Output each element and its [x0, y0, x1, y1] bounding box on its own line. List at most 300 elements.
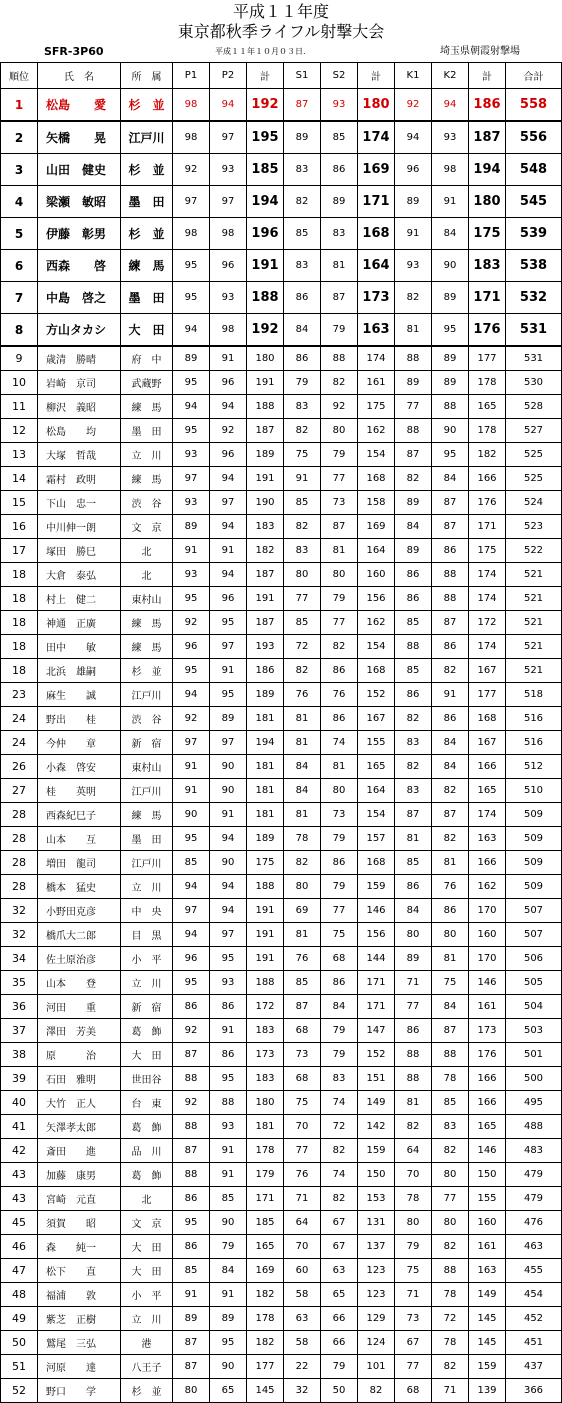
cell-s1: 70	[284, 1115, 321, 1139]
table-row	[1, 875, 562, 899]
cell-name: 野口 学	[38, 1379, 121, 1403]
table-row	[1, 947, 562, 971]
cell-k1: 77	[395, 995, 432, 1019]
cell-pt: 187	[247, 611, 284, 635]
cell-total: 524	[506, 491, 562, 515]
cell-s2: 79	[321, 1043, 358, 1067]
cell-kt: 161	[469, 995, 506, 1019]
cell-pt: 194	[247, 731, 284, 755]
cell-name: 森 純一	[38, 1235, 121, 1259]
cell-s2: 79	[321, 1355, 358, 1379]
cell-rank: 18	[1, 563, 38, 587]
cell-st: 171	[358, 995, 395, 1019]
cell-st: 171	[358, 186, 395, 218]
cell-pt: 188	[247, 395, 284, 419]
cell-st: 82	[358, 1379, 395, 1403]
cell-rank: 34	[1, 947, 38, 971]
cell-s1: 75	[284, 443, 321, 467]
cell-s1: 60	[284, 1259, 321, 1283]
cell-club: 杉 並	[121, 659, 173, 683]
cell-rank: 32	[1, 899, 38, 923]
cell-p2: 90	[210, 1211, 247, 1235]
cell-st: 154	[358, 443, 395, 467]
cell-rank: 49	[1, 1307, 38, 1331]
cell-pt: 181	[247, 803, 284, 827]
cell-s2: 86	[321, 154, 358, 186]
cell-st: 173	[358, 282, 395, 314]
cell-s1: 81	[284, 923, 321, 947]
cell-total: 521	[506, 659, 562, 683]
cell-total: 500	[506, 1067, 562, 1091]
cell-pt: 181	[247, 779, 284, 803]
cell-s1: 72	[284, 635, 321, 659]
cell-k1: 92	[395, 89, 432, 122]
cell-k2: 82	[432, 1355, 469, 1379]
cell-s2: 74	[321, 731, 358, 755]
cell-s2: 79	[321, 314, 358, 347]
cell-st: 162	[358, 419, 395, 443]
cell-k1: 80	[395, 1211, 432, 1235]
cell-pt: 190	[247, 491, 284, 515]
cell-pt: 188	[247, 282, 284, 314]
cell-s2: 80	[321, 563, 358, 587]
cell-p2: 94	[210, 899, 247, 923]
cell-total: 479	[506, 1163, 562, 1187]
cell-kt: 177	[469, 683, 506, 707]
cell-k2: 94	[432, 89, 469, 122]
results-table	[0, 62, 562, 1403]
cell-st: 174	[358, 346, 395, 371]
cell-kt: 145	[469, 1307, 506, 1331]
cell-p2: 90	[210, 779, 247, 803]
cell-name: 矢澤孝太郎	[38, 1115, 121, 1139]
cell-st: 157	[358, 827, 395, 851]
cell-k1: 89	[395, 186, 432, 218]
cell-name: 鷲尾 三弘	[38, 1331, 121, 1355]
cell-k2: 81	[432, 851, 469, 875]
cell-k2: 75	[432, 971, 469, 995]
cell-rank: 27	[1, 779, 38, 803]
cell-total: 505	[506, 971, 562, 995]
cell-p1: 94	[173, 314, 210, 347]
cell-p1: 98	[173, 121, 210, 154]
cell-p1: 97	[173, 467, 210, 491]
table-row	[1, 121, 562, 154]
cell-s1: 81	[284, 707, 321, 731]
table-row	[1, 1115, 562, 1139]
cell-kt: 166	[469, 851, 506, 875]
cell-total: 503	[506, 1019, 562, 1043]
cell-s2: 73	[321, 491, 358, 515]
cell-name: 宮崎 元直	[38, 1187, 121, 1211]
cell-total: 509	[506, 827, 562, 851]
cell-kt: 161	[469, 1235, 506, 1259]
cell-k1: 83	[395, 779, 432, 803]
cell-st: 175	[358, 395, 395, 419]
cell-total: 454	[506, 1283, 562, 1307]
cell-k2: 91	[432, 186, 469, 218]
cell-s1: 84	[284, 314, 321, 347]
cell-pt: 189	[247, 443, 284, 467]
table-row	[1, 1187, 562, 1211]
cell-club: 江戸川	[121, 683, 173, 707]
cell-s2: 74	[321, 1163, 358, 1187]
cell-p1: 95	[173, 1211, 210, 1235]
cell-s2: 84	[321, 995, 358, 1019]
venue: 埼玉県朝霞射撃場	[440, 46, 520, 57]
cell-s1: 85	[284, 218, 321, 250]
cell-st: 129	[358, 1307, 395, 1331]
cell-name: 歳清 勝晴	[38, 346, 121, 371]
table-row	[1, 923, 562, 947]
cell-p2: 88	[210, 1091, 247, 1115]
cell-rank: 23	[1, 683, 38, 707]
cell-rank: 6	[1, 250, 38, 282]
cell-k1: 85	[395, 659, 432, 683]
cell-name: 松島 愛	[38, 89, 121, 122]
cell-st: 154	[358, 635, 395, 659]
cell-pt: 171	[247, 1187, 284, 1211]
cell-k2: 88	[432, 1043, 469, 1067]
cell-p2: 96	[210, 371, 247, 395]
cell-s1: 86	[284, 346, 321, 371]
cell-p2: 97	[210, 186, 247, 218]
cell-st: 124	[358, 1331, 395, 1355]
cell-kt: 166	[469, 755, 506, 779]
cell-k1: 75	[395, 1259, 432, 1283]
cell-name: 岩崎 京司	[38, 371, 121, 395]
cell-k1: 86	[395, 683, 432, 707]
col-header: S2	[321, 63, 358, 89]
cell-k2: 86	[432, 707, 469, 731]
cell-s2: 63	[321, 1259, 358, 1283]
cell-kt: 170	[469, 899, 506, 923]
cell-k1: 94	[395, 121, 432, 154]
cell-k1: 82	[395, 1115, 432, 1139]
cell-pt: 173	[247, 1043, 284, 1067]
cell-rank: 46	[1, 1235, 38, 1259]
cell-st: 165	[358, 755, 395, 779]
cell-kt: 159	[469, 1355, 506, 1379]
cell-rank: 9	[1, 346, 38, 371]
cell-club: 文 京	[121, 1211, 173, 1235]
cell-p2: 65	[210, 1379, 247, 1403]
cell-pt: 185	[247, 154, 284, 186]
table-row	[1, 803, 562, 827]
cell-p2: 94	[210, 467, 247, 491]
cell-k2: 81	[432, 947, 469, 971]
cell-name: 野出 桂	[38, 707, 121, 731]
cell-p1: 92	[173, 1091, 210, 1115]
cell-rank: 41	[1, 1115, 38, 1139]
cell-kt: 146	[469, 1139, 506, 1163]
cell-name: 方山タカシ	[38, 314, 121, 347]
cell-kt: 146	[469, 971, 506, 995]
cell-total: 522	[506, 539, 562, 563]
cell-k1: 88	[395, 635, 432, 659]
cell-p1: 94	[173, 875, 210, 899]
cell-total: 507	[506, 899, 562, 923]
cell-rank: 12	[1, 419, 38, 443]
cell-s1: 82	[284, 419, 321, 443]
cell-kt: 166	[469, 1067, 506, 1091]
cell-club: 江戸川	[121, 121, 173, 154]
cell-name: 紫芝 正樹	[38, 1307, 121, 1331]
cell-club: 練 馬	[121, 250, 173, 282]
cell-club: 大 田	[121, 314, 173, 347]
cell-p1: 95	[173, 282, 210, 314]
cell-p1: 93	[173, 491, 210, 515]
cell-s2: 82	[321, 1187, 358, 1211]
cell-kt: 182	[469, 443, 506, 467]
cell-rank: 18	[1, 659, 38, 683]
cell-rank: 40	[1, 1091, 38, 1115]
cell-p2: 94	[210, 827, 247, 851]
cell-p1: 87	[173, 1139, 210, 1163]
cell-k1: 89	[395, 947, 432, 971]
cell-p1: 95	[173, 250, 210, 282]
cell-st: 164	[358, 250, 395, 282]
cell-club: 渋 谷	[121, 491, 173, 515]
cell-s2: 72	[321, 1115, 358, 1139]
cell-s1: 63	[284, 1307, 321, 1331]
cell-k2: 78	[432, 1283, 469, 1307]
cell-name: 河田 重	[38, 995, 121, 1019]
cell-k2: 84	[432, 995, 469, 1019]
cell-k2: 87	[432, 515, 469, 539]
cell-p2: 93	[210, 971, 247, 995]
cell-s1: 87	[284, 995, 321, 1019]
cell-total: 509	[506, 875, 562, 899]
cell-name: 小野田克彦	[38, 899, 121, 923]
table-row	[1, 659, 562, 683]
cell-k1: 82	[395, 755, 432, 779]
cell-p1: 97	[173, 186, 210, 218]
cell-club: 立 川	[121, 875, 173, 899]
cell-st: 144	[358, 947, 395, 971]
cell-kt: 165	[469, 779, 506, 803]
cell-total: 476	[506, 1211, 562, 1235]
cell-st: 164	[358, 539, 395, 563]
cell-pt: 187	[247, 563, 284, 587]
cell-k2: 88	[432, 587, 469, 611]
table-row	[1, 1283, 562, 1307]
cell-s1: 22	[284, 1355, 321, 1379]
cell-k2: 86	[432, 539, 469, 563]
cell-rank: 52	[1, 1379, 38, 1403]
cell-st: 159	[358, 1139, 395, 1163]
cell-name: 佐土原治彦	[38, 947, 121, 971]
cell-st: 101	[358, 1355, 395, 1379]
cell-pt: 188	[247, 971, 284, 995]
cell-st: 146	[358, 899, 395, 923]
cell-rank: 28	[1, 851, 38, 875]
cell-rank: 51	[1, 1355, 38, 1379]
cell-total: 525	[506, 467, 562, 491]
cell-s1: 68	[284, 1019, 321, 1043]
cell-p1: 86	[173, 1235, 210, 1259]
cell-s2: 83	[321, 218, 358, 250]
col-header: S1	[284, 63, 321, 89]
cell-club: 世田谷	[121, 1067, 173, 1091]
cell-s2: 79	[321, 827, 358, 851]
cell-name: 麻生 誠	[38, 683, 121, 707]
table-row	[1, 1379, 562, 1403]
cell-total: 516	[506, 707, 562, 731]
cell-rank: 13	[1, 443, 38, 467]
cell-club: 杉 並	[121, 1379, 173, 1403]
table-row	[1, 1019, 562, 1043]
cell-rank: 3	[1, 154, 38, 186]
table-row	[1, 282, 562, 314]
table-row	[1, 683, 562, 707]
cell-rank: 50	[1, 1331, 38, 1355]
cell-k1: 83	[395, 731, 432, 755]
table-row	[1, 851, 562, 875]
cell-club: 東村山	[121, 587, 173, 611]
cell-k1: 86	[395, 1019, 432, 1043]
cell-s1: 58	[284, 1283, 321, 1307]
cell-total: 483	[506, 1139, 562, 1163]
cell-s2: 79	[321, 875, 358, 899]
cell-pt: 181	[247, 707, 284, 731]
cell-k1: 77	[395, 1355, 432, 1379]
cell-k1: 82	[395, 467, 432, 491]
cell-total: 501	[506, 1043, 562, 1067]
cell-st: 151	[358, 1067, 395, 1091]
col-header: K2	[432, 63, 469, 89]
cell-club: 杉 並	[121, 218, 173, 250]
cell-pt: 188	[247, 875, 284, 899]
cell-kt: 163	[469, 827, 506, 851]
cell-kt: 183	[469, 250, 506, 282]
cell-rank: 17	[1, 539, 38, 563]
cell-name: 中島 啓之	[38, 282, 121, 314]
table-row	[1, 827, 562, 851]
table-row	[1, 971, 562, 995]
cell-rank: 43	[1, 1187, 38, 1211]
cell-p2: 95	[210, 947, 247, 971]
table-row	[1, 1163, 562, 1187]
cell-st: 168	[358, 218, 395, 250]
cell-s1: 71	[284, 1187, 321, 1211]
cell-name: 山本 互	[38, 827, 121, 851]
cell-p1: 97	[173, 731, 210, 755]
cell-p1: 88	[173, 1115, 210, 1139]
cell-rank: 36	[1, 995, 38, 1019]
cell-s2: 79	[321, 587, 358, 611]
cell-name: 田中 敏	[38, 635, 121, 659]
cell-pt: 191	[247, 587, 284, 611]
table-row	[1, 1307, 562, 1331]
cell-st: 142	[358, 1115, 395, 1139]
cell-k2: 95	[432, 314, 469, 347]
cell-name: 須賀 昭	[38, 1211, 121, 1235]
cell-club: 墨 田	[121, 827, 173, 851]
cell-p2: 90	[210, 851, 247, 875]
table-row	[1, 1355, 562, 1379]
cell-club: 武蔵野	[121, 371, 173, 395]
cell-rank: 2	[1, 121, 38, 154]
cell-name: 増田 龍司	[38, 851, 121, 875]
cell-s2: 77	[321, 467, 358, 491]
cell-rank: 48	[1, 1283, 38, 1307]
cell-club: 渋 谷	[121, 707, 173, 731]
table-row	[1, 515, 562, 539]
cell-pt: 172	[247, 995, 284, 1019]
cell-s1: 69	[284, 899, 321, 923]
cell-club: 練 馬	[121, 611, 173, 635]
cell-rank: 24	[1, 707, 38, 731]
results-header	[0, 0, 562, 62]
cell-p2: 89	[210, 1307, 247, 1331]
cell-p1: 85	[173, 851, 210, 875]
cell-k2: 71	[432, 1379, 469, 1403]
cell-kt: 174	[469, 803, 506, 827]
cell-club: 葛 飾	[121, 1019, 173, 1043]
cell-s1: 82	[284, 186, 321, 218]
cell-p2: 91	[210, 803, 247, 827]
cell-p1: 80	[173, 1379, 210, 1403]
cell-club: 目 黒	[121, 923, 173, 947]
cell-rank: 4	[1, 186, 38, 218]
cell-total: 531	[506, 314, 562, 347]
cell-kt: 166	[469, 467, 506, 491]
cell-name: 下山 忠一	[38, 491, 121, 515]
cell-st: 168	[358, 659, 395, 683]
cell-st: 168	[358, 851, 395, 875]
cell-p1: 86	[173, 1187, 210, 1211]
cell-p1: 88	[173, 1163, 210, 1187]
cell-k2: 89	[432, 371, 469, 395]
col-header: 氏 名	[38, 63, 121, 89]
cell-p2: 93	[210, 1115, 247, 1139]
cell-k1: 88	[395, 419, 432, 443]
cell-p1: 95	[173, 587, 210, 611]
table-row	[1, 154, 562, 186]
cell-rank: 7	[1, 282, 38, 314]
event-code: SFR-3P60	[44, 45, 104, 58]
cell-pt: 182	[247, 539, 284, 563]
cell-s2: 77	[321, 899, 358, 923]
cell-p2: 91	[210, 1163, 247, 1187]
cell-club: 杉 並	[121, 89, 173, 122]
col-header: K1	[395, 63, 432, 89]
cell-pt: 175	[247, 851, 284, 875]
cell-k2: 84	[432, 731, 469, 755]
cell-k2: 78	[432, 1331, 469, 1355]
cell-name: 小森 啓安	[38, 755, 121, 779]
cell-k2: 80	[432, 1163, 469, 1187]
table-row	[1, 755, 562, 779]
cell-s2: 86	[321, 707, 358, 731]
cell-club: 中 央	[121, 899, 173, 923]
cell-k2: 88	[432, 395, 469, 419]
cell-total: 539	[506, 218, 562, 250]
cell-p1: 91	[173, 755, 210, 779]
cell-name: 矢橋 晃	[38, 121, 121, 154]
cell-st: 169	[358, 154, 395, 186]
cell-st: 131	[358, 1211, 395, 1235]
cell-k1: 87	[395, 803, 432, 827]
cell-s2: 74	[321, 1091, 358, 1115]
cell-p2: 98	[210, 314, 247, 347]
cell-rank: 5	[1, 218, 38, 250]
cell-club: 墨 田	[121, 282, 173, 314]
cell-kt: 178	[469, 419, 506, 443]
cell-k1: 89	[395, 371, 432, 395]
cell-total: 366	[506, 1379, 562, 1403]
